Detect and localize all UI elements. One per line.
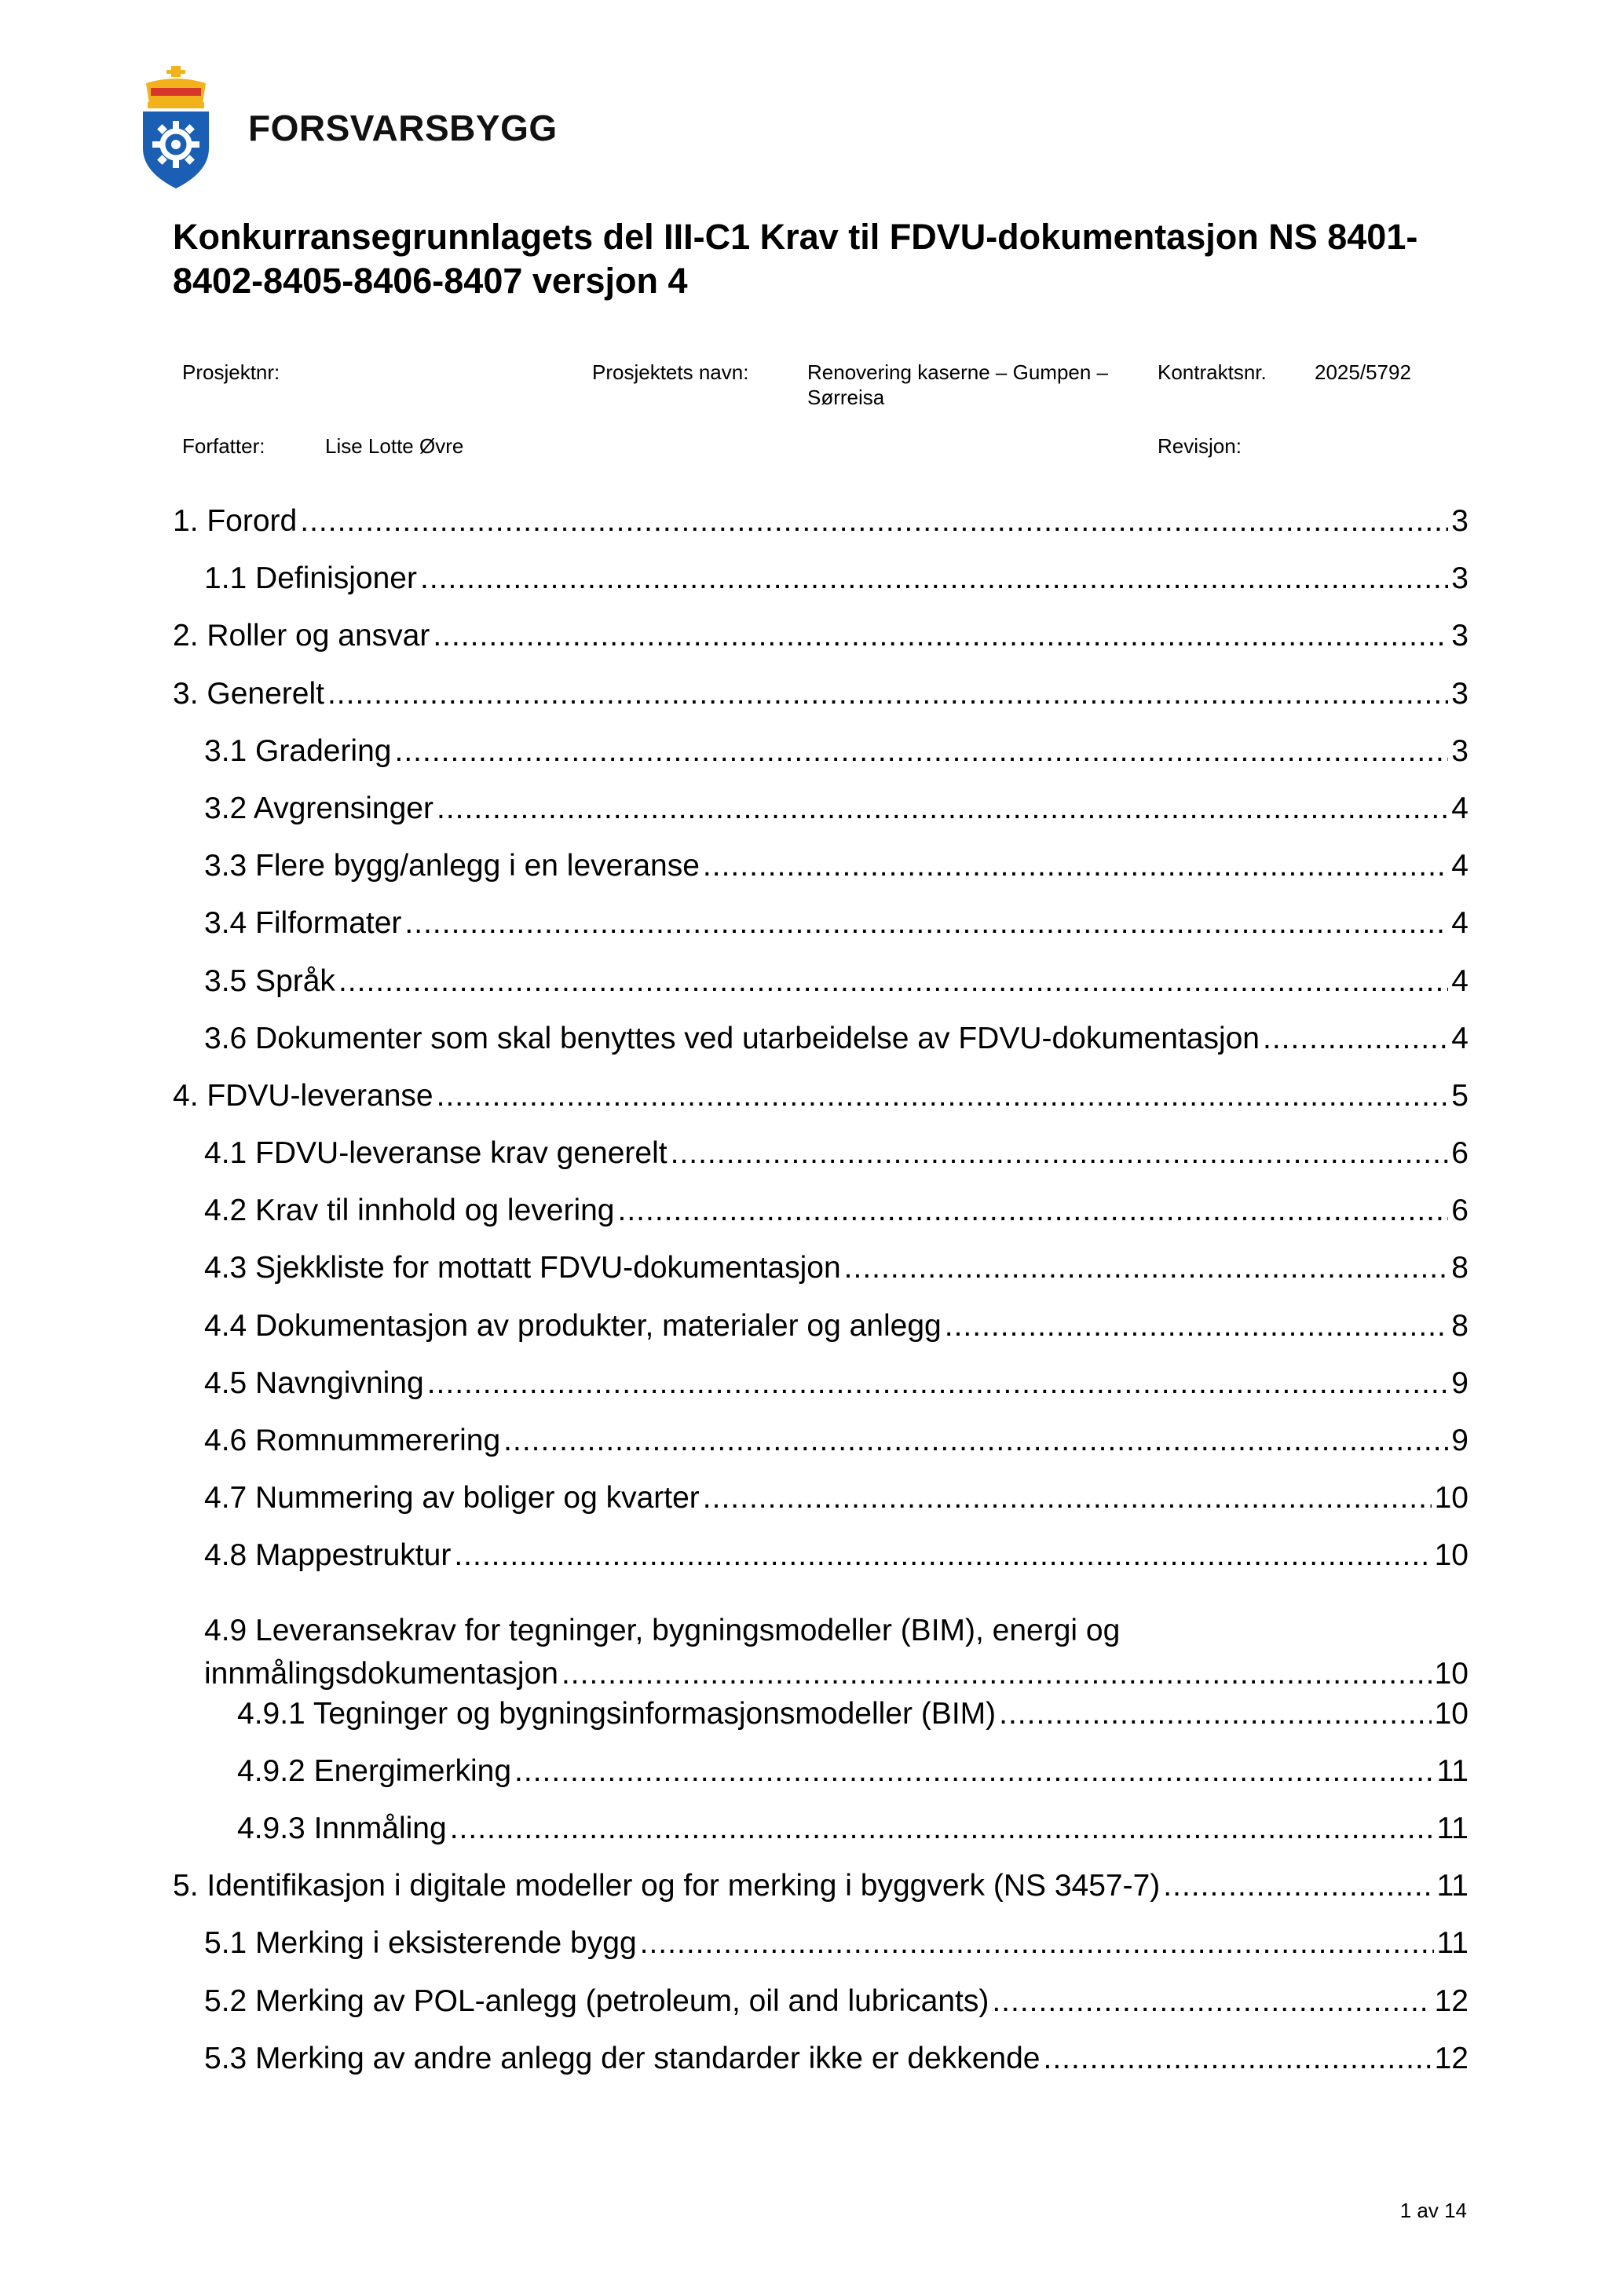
toc-leader [1043,2040,1431,2078]
toc-leader [420,560,1448,598]
toc-entry-title-line1: 4.9 Leveransekrav for tegninger, bygningsmodeller (BIM), energi og [204,1613,1121,1647]
toc-entry[interactable] [173,1479,1469,1537]
toc-entry[interactable] [173,1307,1469,1365]
toc-leader [503,1422,1448,1460]
toc-entry-title: 5.3 Merking av andre anlegg der standarder ikke er dekkende [204,2041,1041,2075]
toc-leader [437,1077,1449,1115]
revisjon-label: Revisjon: [1158,434,1242,458]
toc-entry-title: 3.4 Filformater [204,906,402,941]
toc-entry-page: 5 [1451,1078,1469,1113]
toc-leader [561,1652,1432,1695]
toc-entry-title: 4. FDVU-leveranse [173,1078,433,1113]
toc-entry-title: 4.7 Nummering av boliger og kvarter [204,1481,700,1515]
toc-entry-page: 11 [1436,1926,1469,1961]
toc-entry-page: 4 [1451,849,1469,883]
toc-entry-page: 9 [1451,1366,1469,1400]
page-number: 1 av 14 [1399,2199,1467,2222]
toc-entry-page: 3 [1451,619,1469,653]
toc-entry-page: 11 [1436,1753,1469,1788]
toc-entry-title: 4.9.1 Tegninger og bygningsinformasjonsmodeller (BIM) [237,1696,997,1731]
toc-entry[interactable] [173,1135,1469,1192]
toc-entry-title: 4.6 Romnummerering [204,1424,501,1457]
toc-leader [394,733,1448,770]
toc-entry[interactable] [173,617,1469,675]
toc-entry[interactable] [173,1077,1469,1135]
toc-leader [703,847,1448,885]
toc-entry-title: 4.9.3 Innmåling [237,1811,447,1845]
toc-entry-title: 5. Identifikasjon i digitale modeller og for merking i byggverk (NS 3457-7) [173,1869,1161,1903]
toc-entry[interactable] [173,790,1469,847]
toc-entry-page: 12 [1434,1983,1469,2018]
toc-entry[interactable] [173,1867,1469,1925]
toc-entry[interactable] [173,1020,1469,1077]
crown-icon [146,66,206,108]
toc-entry-title: 3.6 Dokumenter som skal benyttes ved utarbeidelse av FDVU-dokumentasjon [204,1021,1260,1055]
toc-leader [327,675,1448,713]
toc-leader [945,1307,1449,1345]
toc-leader [433,617,1448,655]
forsvarsbygg-logo [140,66,212,190]
toc-entry-title: 4.9.2 Energimerking [237,1753,512,1788]
toc-entry-page: 10 [1434,1481,1469,1515]
toc-entry-title: innmålingsdokumentasjon [204,1656,558,1691]
toc-leader [450,1810,1434,1848]
toc-leader [640,1925,1434,1962]
toc-entry-page: 3 [1451,676,1469,711]
toc-leader [300,503,1448,540]
toc-leader [1263,1020,1448,1058]
toc-entry-page: 3 [1451,733,1469,768]
toc-entry-title: 4.8 Mappestruktur [204,1538,452,1573]
toc-entry-page: 9 [1451,1424,1469,1457]
toc-entry-title: 4.2 Krav til innhold og levering [204,1194,615,1228]
toc-leader [1163,1867,1433,1905]
toc-entry[interactable] [173,1753,1469,1810]
prosjektnavn-value-line2: Sørreisa [807,386,885,409]
toc-entry-page: 3 [1451,504,1469,538]
toc-entry[interactable] [173,1810,1469,1867]
toc-entry-page: 4 [1451,963,1469,998]
toc-entry[interactable] [173,905,1469,962]
toc-entry-page: 11 [1436,1811,1469,1845]
toc-leader [671,1135,1449,1172]
toc-leader [404,905,1448,942]
forfatter-value: Lise Lotte Øvre [325,434,464,458]
toc-entry-title: 4.1 FDVU-leveranse krav generelt [204,1136,668,1171]
toc-entry-title: 2. Roller og ansvar [173,619,430,653]
toc-entry[interactable] [173,963,1469,1020]
toc-entry-title: 4.4 Dokumentasjon av produkter, materialer og anlegg [204,1308,942,1343]
toc-entry[interactable] [173,1983,1469,2040]
toc-entry[interactable] [173,675,1469,733]
toc-entry-page: 8 [1451,1308,1469,1343]
toc-leader [514,1753,1433,1790]
kontraktsnr-value: 2025/5792 [1315,360,1411,384]
toc-entry-title: 3.5 Språk [204,963,335,998]
toc-entry-title: 4.5 Navngivning [204,1366,424,1400]
toc-entry-page: 3 [1451,561,1469,596]
toc-entry-title: 3.2 Avgrensinger [204,791,433,825]
prosjektnavn-label: Prosjektets navn: [592,360,749,384]
toc-leader [999,1695,1431,1733]
forfatter-label: Forfatter: [182,434,265,458]
kontraktsnr-label: Kontraktsnr. [1158,360,1267,384]
toc-entry[interactable] [173,1192,1469,1249]
toc-entry-page: 10 [1434,1538,1469,1573]
toc-entry[interactable] [173,1537,1469,1594]
toc-leader [338,963,1448,1000]
toc-entry-page: 8 [1451,1251,1469,1285]
toc-entry-page: 12 [1434,2041,1469,2075]
toc-leader [427,1365,1449,1402]
toc-entry-page: 11 [1436,1869,1469,1903]
toc-entry-page: 6 [1451,1194,1469,1228]
toc-leader [437,790,1448,828]
toc-leader [844,1249,1449,1287]
toc-entry[interactable] [173,1695,1469,1753]
toc-entry-title: 5.1 Merking i eksisterende bygg [204,1926,637,1961]
toc-leader [703,1479,1432,1517]
brand-name: FORSVARSBYGG [248,108,558,148]
toc-entry-title: 3. Generelt [173,676,324,711]
toc-entry-page: 4 [1451,791,1469,825]
toc-entry-page: 4 [1451,906,1469,941]
toc-leader [992,1983,1431,2020]
toc-entry-title: 3.3 Flere bygg/anlegg i en leveranse [204,849,700,883]
toc-entry-title: 3.1 Gradering [204,733,392,768]
toc-entry[interactable] [173,1595,1469,1695]
toc-entry-title: 1.1 Definisjoner [204,561,417,596]
toc-entry[interactable] [173,1249,1469,1307]
toc-entry[interactable] [173,733,1469,790]
toc-entry[interactable] [173,1422,1469,1479]
toc-entry-page: 10 [1434,1656,1469,1691]
prosjektnr-label: Prosjektnr: [182,360,280,384]
toc-entry-title: 5.2 Merking av POL-anlegg (petroleum, oil and lubricants) [204,1983,989,2018]
toc-entry-title: 1. Forord [173,504,298,538]
document-title: Konkurransegrunnlagets del III-C1 Krav til FDVU-dokumentasjon NS 8401-8402-8405-8406-8407 versjon 4 [173,217,1418,301]
toc-entry[interactable] [173,560,1469,617]
toc-entry-page: 6 [1451,1136,1469,1171]
prosjektnavn-value-line1: Renovering kaserne – Gumpen – [807,360,1109,384]
toc-entry[interactable] [173,503,1469,560]
toc-entry[interactable] [173,847,1469,905]
toc-entry-page: 10 [1434,1696,1469,1731]
toc-entry-page: 4 [1451,1021,1469,1055]
toc-leader [454,1537,1431,1574]
toc-entry[interactable] [173,1365,1469,1422]
table-of-contents [173,503,1469,2097]
toc-entry[interactable] [173,2040,1469,2097]
toc-entry-title: 4.3 Sjekkliste for mottatt FDVU-dokumentasjon [204,1251,841,1285]
toc-leader [617,1192,1448,1230]
toc-entry[interactable] [173,1925,1469,1982]
